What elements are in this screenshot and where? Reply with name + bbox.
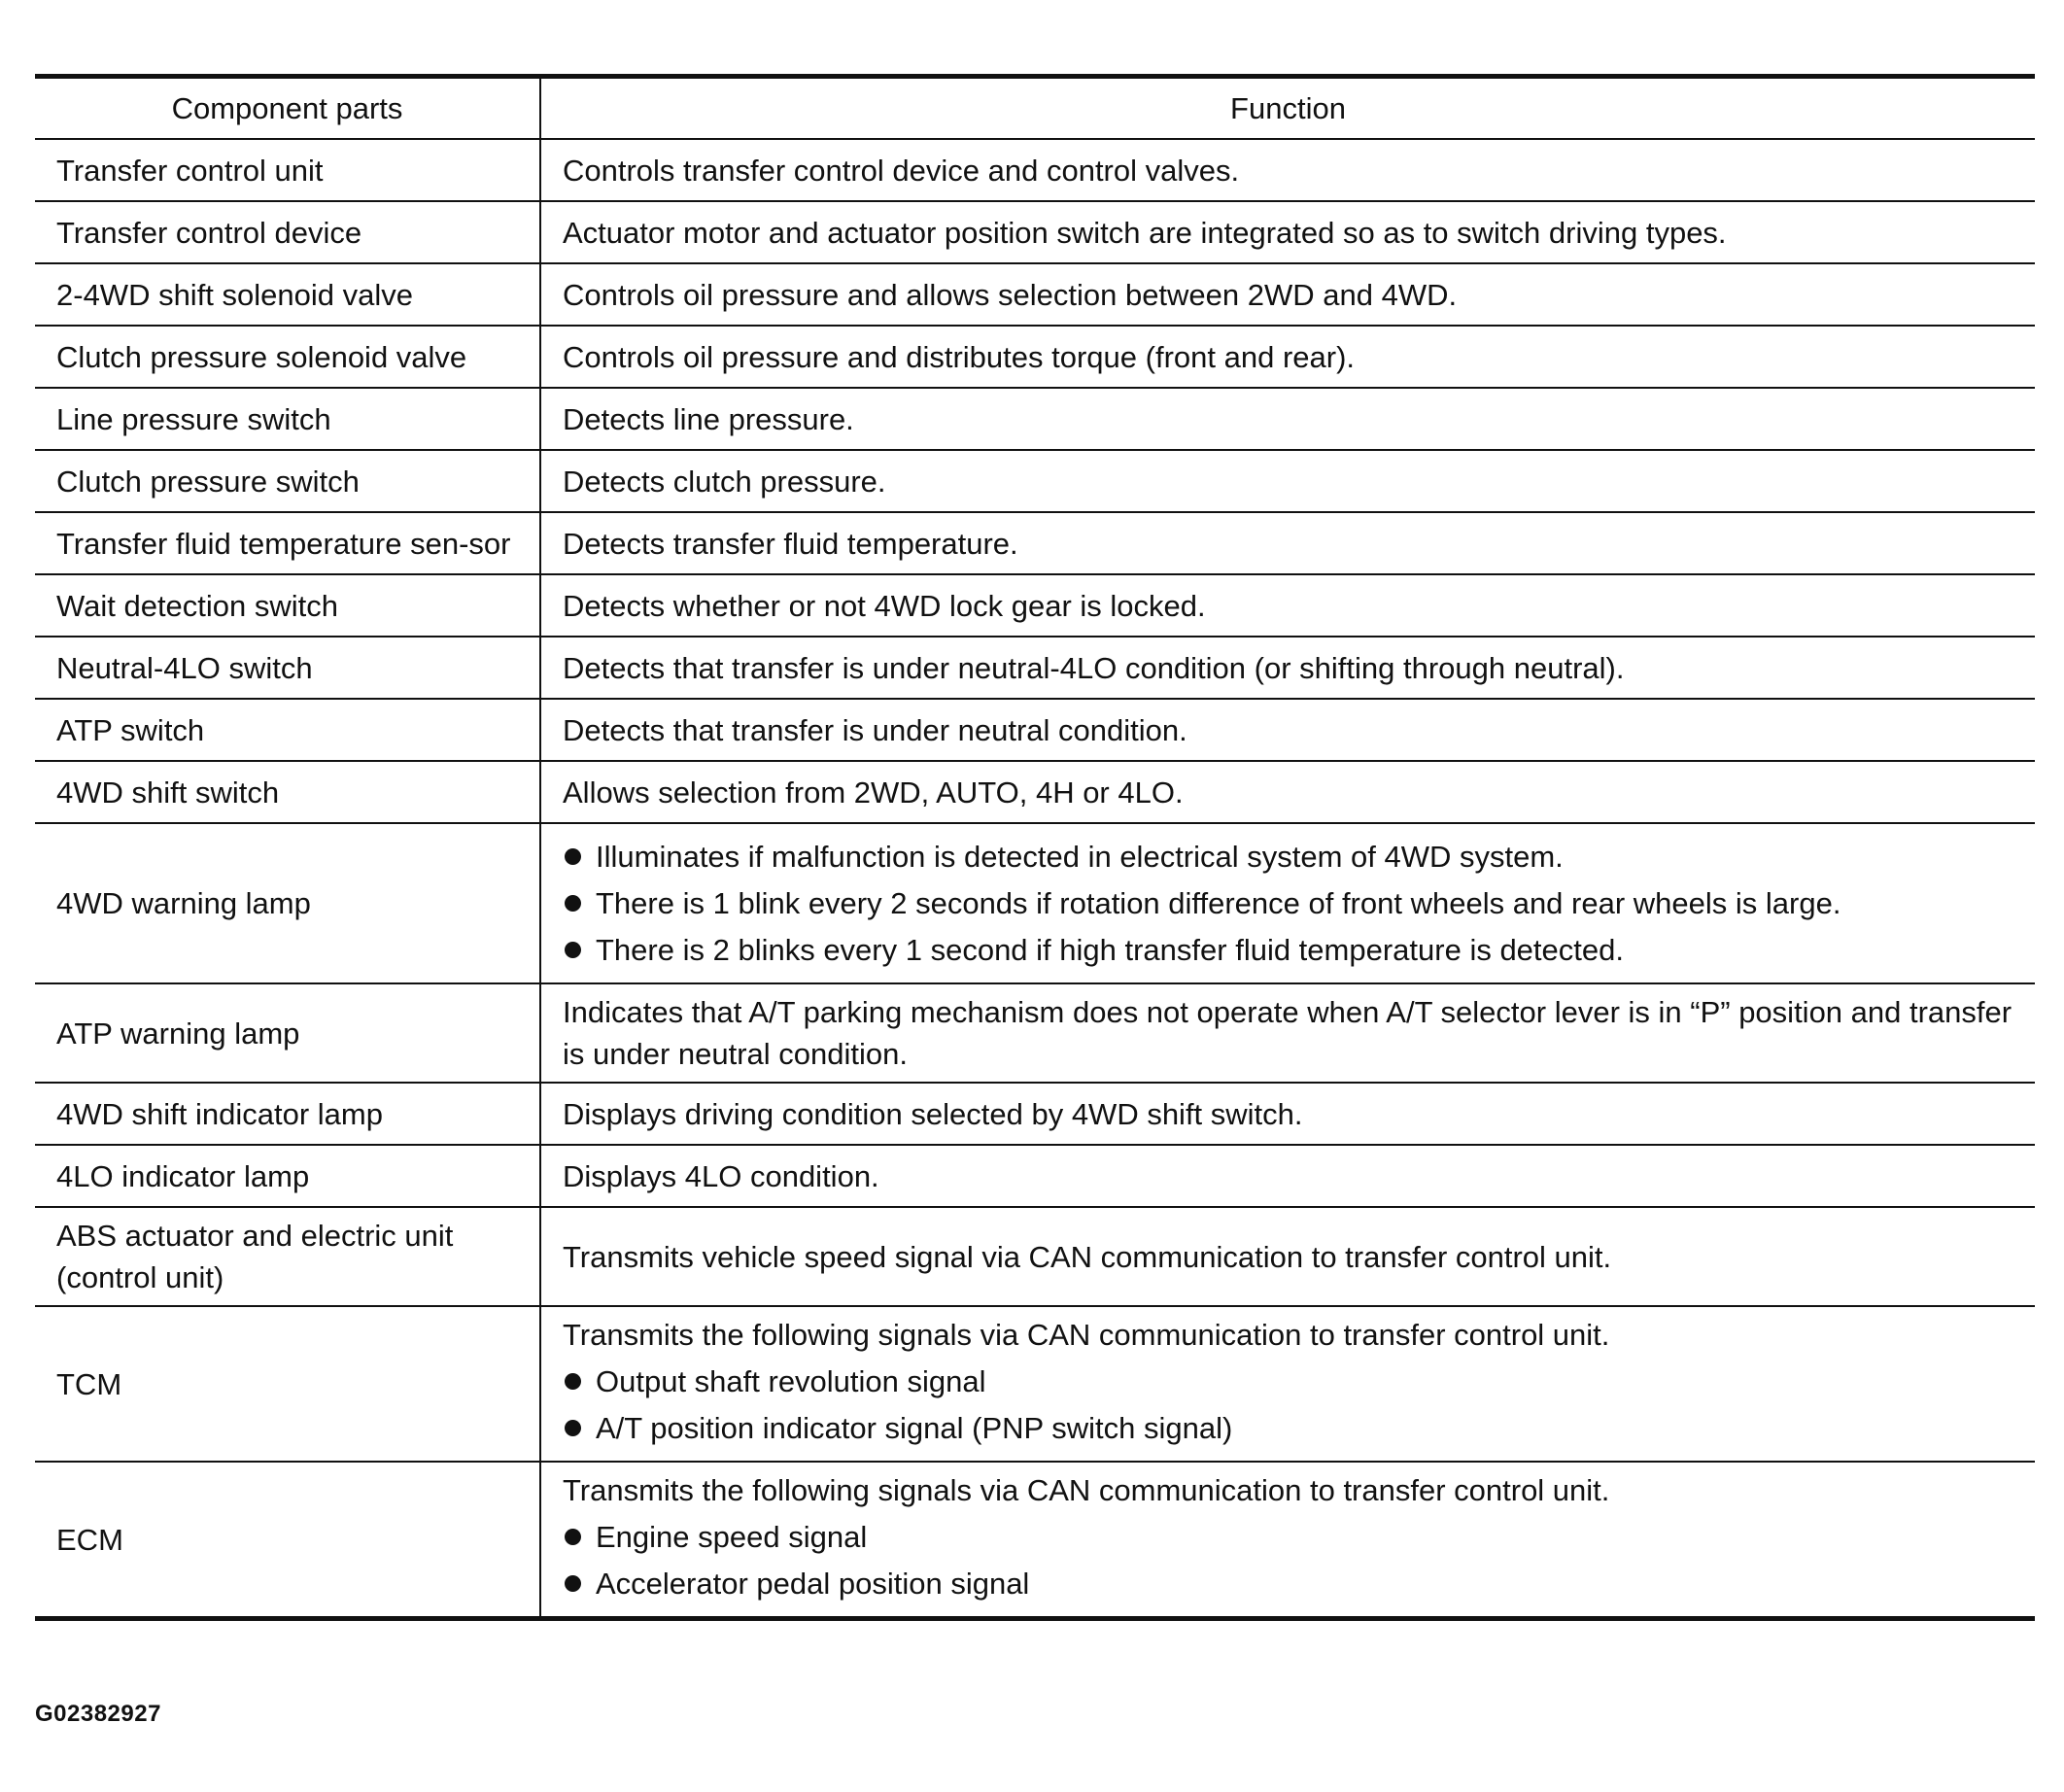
table-row xyxy=(35,139,2035,201)
component-cell: ABS actuator and electric unit (control unit) xyxy=(35,1207,540,1306)
table-row xyxy=(35,823,2035,983)
function-cell: Allows selection from 2WD, AUTO, 4H or 4LO. xyxy=(540,761,2035,823)
function-cell: Detects whether or not 4WD lock gear is locked. xyxy=(540,574,2035,637)
component-function-table xyxy=(35,74,2035,1621)
bullet-item: There is 2 blinks every 1 second if high transfer fluid temperature is detected. xyxy=(563,929,2013,971)
component-cell: ATP switch xyxy=(35,699,540,761)
bullet-item: Accelerator pedal position signal xyxy=(563,1563,2013,1604)
component-cell: Neutral-4LO switch xyxy=(35,637,540,699)
table-row xyxy=(35,512,2035,574)
bullet-list xyxy=(563,1361,2013,1449)
bullet-item: A/T position indicator signal (PNP switch signal) xyxy=(563,1407,2013,1449)
bullet-item: Illuminates if malfunction is detected in electrical system of 4WD system. xyxy=(563,836,2013,878)
table-row xyxy=(35,326,2035,388)
figure-id: G02382927 xyxy=(35,1701,161,1727)
function-cell: Displays driving condition selected by 4WD shift switch. xyxy=(540,1083,2035,1145)
component-cell: 4WD warning lamp xyxy=(35,823,540,983)
component-cell: Transfer fluid temperature sen-sor xyxy=(35,512,540,574)
header-function: Function xyxy=(540,77,2035,140)
table-row xyxy=(35,1207,2035,1306)
function-cell xyxy=(540,823,2035,983)
table-row xyxy=(35,637,2035,699)
component-cell: 4WD shift indicator lamp xyxy=(35,1083,540,1145)
component-cell: 2-4WD shift solenoid valve xyxy=(35,263,540,326)
table-row xyxy=(35,1462,2035,1619)
function-cell: Detects that transfer is under neutral-4LO condition (or shifting through neutral). xyxy=(540,637,2035,699)
table-row xyxy=(35,1145,2035,1207)
bullet-item: Engine speed signal xyxy=(563,1516,2013,1558)
function-cell: Controls oil pressure and distributes torque (front and rear). xyxy=(540,326,2035,388)
function-cell: Detects that transfer is under neutral condition. xyxy=(540,699,2035,761)
component-cell: Transfer control unit xyxy=(35,139,540,201)
function-cell: Displays 4LO condition. xyxy=(540,1145,2035,1207)
function-intro: Transmits the following signals via CAN communication to transfer control unit. xyxy=(563,1473,1610,1507)
table-row xyxy=(35,388,2035,450)
header-component-parts: Component parts xyxy=(35,77,540,140)
component-cell: 4LO indicator lamp xyxy=(35,1145,540,1207)
function-cell xyxy=(540,1462,2035,1619)
function-cell: Controls transfer control device and control valves. xyxy=(540,139,2035,201)
component-cell: Clutch pressure switch xyxy=(35,450,540,512)
function-cell: Indicates that A/T parking mechanism does not operate when A/T selector lever is in “P” position and transfer is under neutral condition. xyxy=(540,983,2035,1083)
bullet-list xyxy=(563,836,2013,971)
component-cell: ECM xyxy=(35,1462,540,1619)
table-row xyxy=(35,201,2035,263)
component-cell: ATP warning lamp xyxy=(35,983,540,1083)
bullet-item: There is 1 blink every 2 seconds if rotation difference of front wheels and rear wheels is large. xyxy=(563,882,2013,924)
table-row xyxy=(35,1306,2035,1462)
component-cell: TCM xyxy=(35,1306,540,1462)
function-cell: Actuator motor and actuator position switch are integrated so as to switch driving types. xyxy=(540,201,2035,263)
component-cell: 4WD shift switch xyxy=(35,761,540,823)
table-row xyxy=(35,699,2035,761)
table-row xyxy=(35,574,2035,637)
component-cell: Transfer control device xyxy=(35,201,540,263)
function-cell: Detects clutch pressure. xyxy=(540,450,2035,512)
table-row xyxy=(35,1083,2035,1145)
component-cell: Clutch pressure solenoid valve xyxy=(35,326,540,388)
function-cell xyxy=(540,1306,2035,1462)
table-row xyxy=(35,761,2035,823)
table-row xyxy=(35,263,2035,326)
function-cell: Detects transfer fluid temperature. xyxy=(540,512,2035,574)
table-row xyxy=(35,983,2035,1083)
component-table-container xyxy=(35,74,2035,1621)
bullet-list xyxy=(563,1516,2013,1604)
function-cell: Transmits vehicle speed signal via CAN communication to transfer control unit. xyxy=(540,1207,2035,1306)
table-header-row xyxy=(35,77,2035,140)
component-cell: Line pressure switch xyxy=(35,388,540,450)
function-cell: Detects line pressure. xyxy=(540,388,2035,450)
function-cell: Controls oil pressure and allows selection between 2WD and 4WD. xyxy=(540,263,2035,326)
function-intro: Transmits the following signals via CAN communication to transfer control unit. xyxy=(563,1318,1610,1352)
bullet-item: Output shaft revolution signal xyxy=(563,1361,2013,1402)
component-cell: Wait detection switch xyxy=(35,574,540,637)
table-row xyxy=(35,450,2035,512)
